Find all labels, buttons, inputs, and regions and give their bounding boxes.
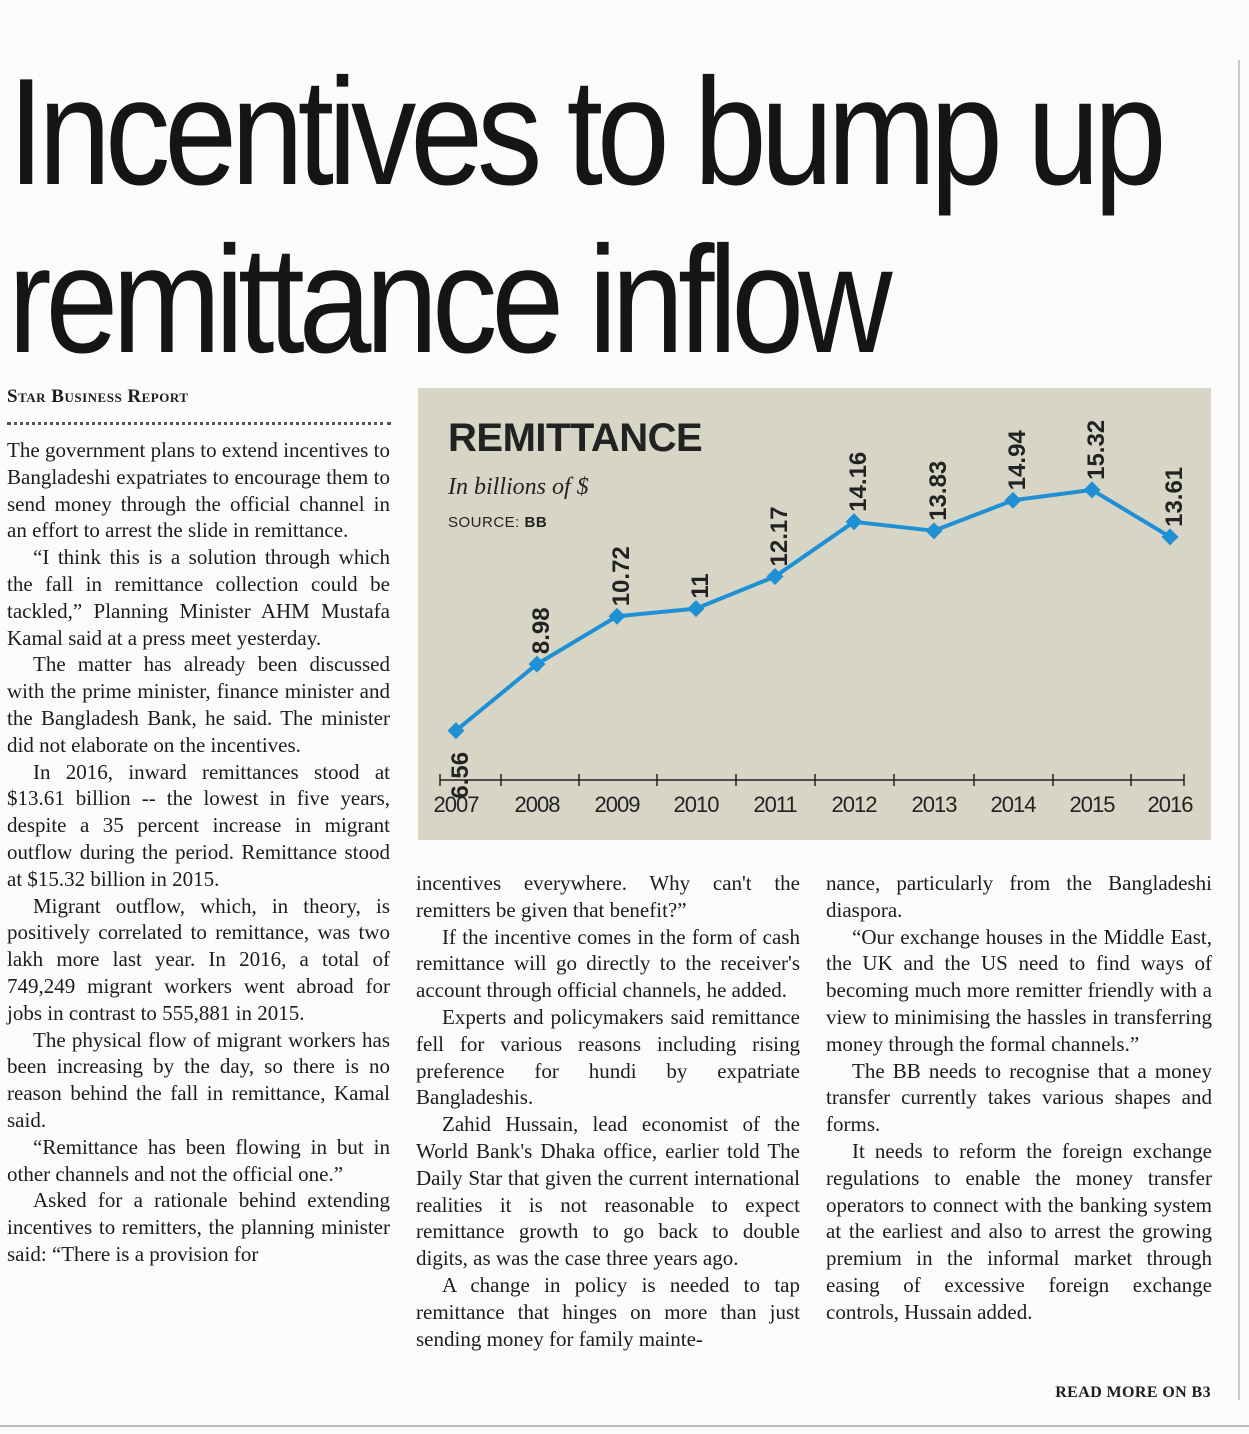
byline: Star Business Report [7, 386, 189, 407]
article-column-3 [826, 870, 1212, 1326]
paragraph: The BB needs to recognise that a money transfer currently takes various shapes and forms. [826, 1058, 1212, 1137]
x-tick-label: 2012 [831, 792, 877, 817]
x-tick-label: 2009 [594, 792, 640, 817]
data-label: 8.98 [528, 607, 555, 655]
remittance-chart [418, 388, 1211, 840]
paragraph: It needs to reform the foreign exchange regulations to enable the money transfer operators to connect with the banking system at the earliest and also to arrest the growing premium in the informal market through easing of excessive foreign exchange controls, Hussain added. [826, 1138, 1212, 1324]
data-point-marker [925, 522, 942, 539]
x-tick-label: 2007 [433, 792, 479, 817]
paragraph: “Remittance has been flowing in but in other channels and not the official one.” [7, 1134, 390, 1186]
data-label: 15.32 [1083, 419, 1110, 480]
paragraph: nance, particularly from the Bangladeshi diaspora. [826, 871, 1212, 922]
series-line [456, 490, 1170, 731]
data-point-marker [1004, 492, 1021, 509]
article-column-1 [7, 437, 390, 1268]
data-label: 14.16 [845, 451, 872, 512]
paragraph: Migrant outflow, which, in theory, is positively correlated to remittance, was two lakh more last year. In 2016, a total of 749,249 migrant workers went abroad for jobs in contrast to 555,881 in 2015. [7, 893, 390, 1025]
data-label: 11 [687, 573, 714, 599]
paragraph: If the incentive comes in the form of cash remittance will go directly to the receiver's account through official channels, he added. [416, 924, 800, 1003]
headline [8, 47, 1161, 385]
x-tick-label: 2014 [990, 792, 1036, 817]
headline-line-2: remittance inflow [8, 215, 887, 385]
column-rule-right [1238, 60, 1240, 1400]
data-label: 14.94 [1004, 430, 1031, 491]
paragraph: The matter has already been discussed with the prime minister, finance minister and the Bangladesh Bank, he said. The minister did not elaborate on the incentives. [7, 652, 390, 757]
x-tick-label: 2008 [514, 792, 560, 817]
data-point-marker [1162, 528, 1179, 545]
chart-source [448, 514, 547, 531]
data-label: 13.83 [925, 460, 952, 521]
paragraph: Asked for a rationale behind extending incentives to remitters, the planning minister said: “There is a provision for [7, 1188, 390, 1266]
paragraph: A change in policy is needed to tap remittance that hinges on more than just sending money for family mainte- [416, 1272, 800, 1351]
paragraph: In 2016, inward remittances stood at $13.61 billion -- the lowest in five years, despite a 35 percent increase in migrant outflow during the period. Remittance stood at $15.32 billion in 2015. [7, 759, 390, 891]
bottom-divider [0, 1425, 1249, 1427]
data-point-marker [688, 600, 705, 617]
paragraph: Zahid Hussain, lead economist of the World Bank's Dhaka office, earlier told The Daily Star that given the current international realities it is not reasonable to expect remittance growth to go back to double digits, as was the case three years ago. [416, 1112, 800, 1271]
data-label: 12.17 [766, 506, 793, 567]
chart-title: REMITTANCE [448, 416, 703, 460]
x-tick-label: 2011 [753, 792, 797, 817]
data-point-marker [1084, 481, 1101, 498]
paragraph: Experts and policymakers said remittance fell for various reasons including rising preference for hundi by expatriate Bangladeshis. [416, 1004, 800, 1110]
data-label: 13.61 [1161, 466, 1188, 527]
article-column-2 [416, 870, 800, 1352]
data-point-marker [609, 608, 626, 625]
paragraph: The government plans to extend incentives to Bangladeshi expatriates to encourage them to send money through the official channel in an effort to arrest the slide in remittance. [7, 438, 390, 543]
paragraph: The physical flow of migrant workers has been increasing by the day, so there is no reason behind the fall in remittance, Kamal said. [7, 1027, 390, 1132]
data-label: 6.56 [447, 751, 474, 799]
x-tick-label: 2013 [911, 792, 957, 817]
data-label: 10.72 [608, 546, 635, 607]
chart-subtitle: In billions of $ [448, 474, 589, 500]
byline-divider [7, 422, 391, 425]
chart-source-label: SOURCE: [448, 514, 520, 531]
x-tick-label: 2015 [1069, 792, 1115, 817]
x-tick-label: 2016 [1147, 792, 1193, 817]
x-tick-label: 2010 [673, 792, 719, 817]
paragraph: “Our exchange houses in the Middle East, the UK and the US need to find ways of becoming much more remitter friendly with a view to minimising the hassles in transferring money through the formal channels.” [826, 924, 1212, 1056]
read-more-link[interactable]: READ MORE ON B3 [1055, 1384, 1211, 1401]
chart-source-value: BB [524, 514, 548, 531]
paragraph: incentives everywhere. Why can't the remitters be given that benefit?” [416, 871, 800, 922]
paragraph: “I think this is a solution through which the fall in remittance collection could be tackled,” Planning Minister AHM Mustafa Kamal said at a press meet yesterday. [7, 545, 390, 650]
headline-line-1: Incentives to bump up [8, 47, 1161, 217]
